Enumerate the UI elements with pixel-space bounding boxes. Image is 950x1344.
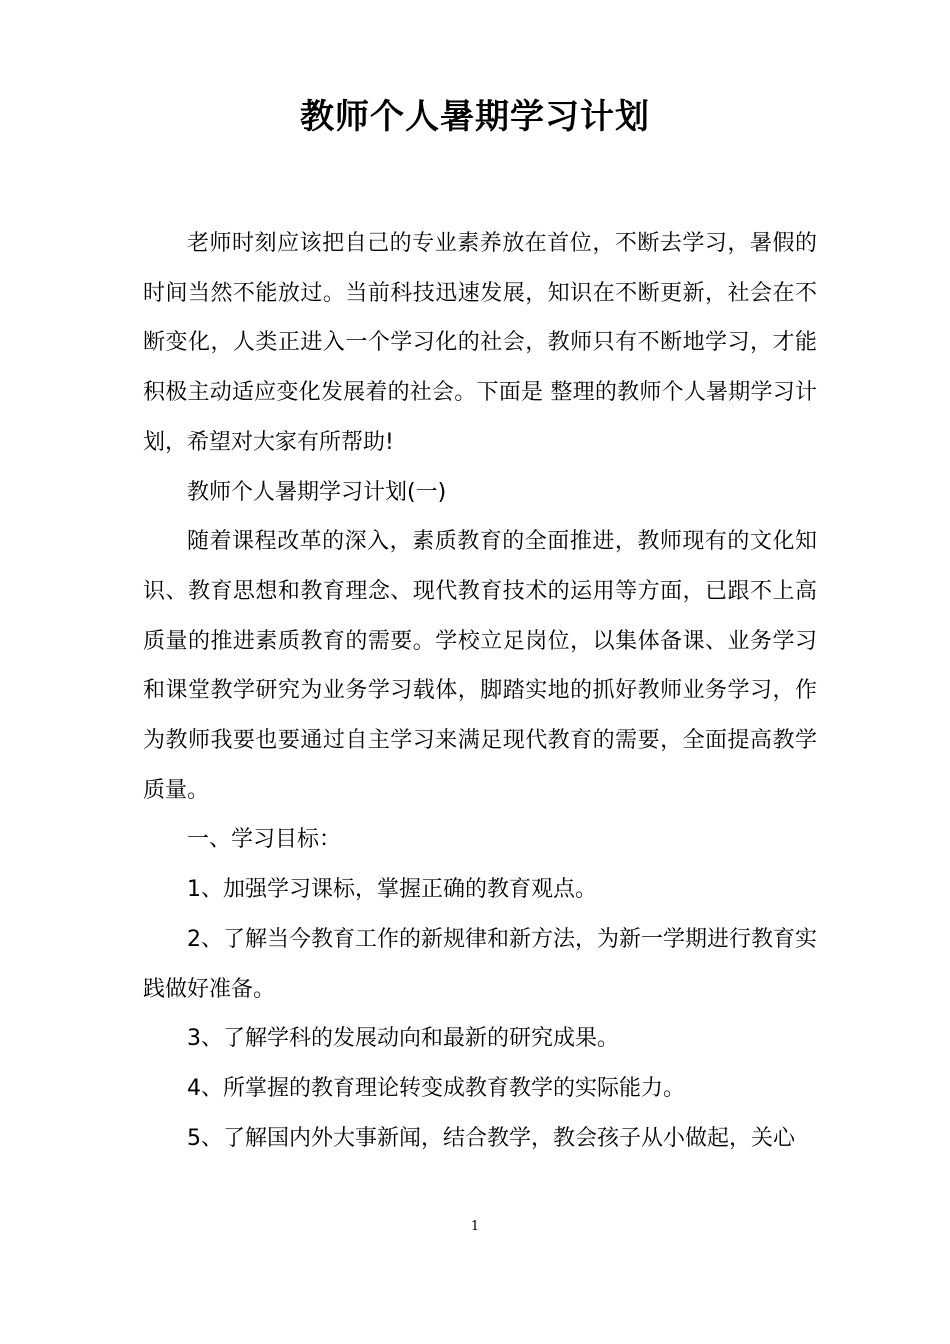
goal-item-2: 2、了解当今教育工作的新规律和新方法，为新一学期进行教育实践做好准备。 — [143, 926, 817, 1002]
document-body — [143, 219, 817, 1163]
section-heading-plan-one: 教师个人暑期学习计划(一) — [187, 479, 447, 505]
goal-item-5: 5、了解国内外大事新闻，结合教学，教会孩子从小做起，关心 — [187, 1125, 795, 1151]
goal-item-3: 3、了解学科的发展动向和最新的研究成果。 — [187, 1026, 619, 1052]
document-title: 教师个人暑期学习计划 — [300, 97, 650, 137]
goal-item-4: 4、所掌握的教育理论转变成教育教学的实际能力。 — [187, 1075, 685, 1101]
background-paragraph: 随着课程改革的深入，素质教育的全面推进，教师现有的文化知识、教育思想和教育理念、现代教育技术的运用等方面，已跟不上高质量的推进素质教育的需要。学校立足岗位，以集体备课、业务学习和课堂教学研究为业务学习载体，脚踏实地的抓好教师业务学习，作为教师我要也要通过自主学习来满足现代教育的需要，全面提高教学质量。 — [143, 529, 817, 803]
page-number: 1 — [470, 1219, 480, 1234]
goal-item-1: 1、加强学习课标，掌握正确的教育观点。 — [187, 877, 597, 903]
intro-paragraph: 老师时刻应该把自己的专业素养放在首位，不断去学习，暑假的时间当然不能放过。当前科技迅速发展，知识在不断更新，社会在不断变化，人类正进入一个学习化的社会，教师只有不断地学习，才能积极主动适应变化发展着的社会。下面是 整理的教师个人暑期学习计划，希望对大家有所帮助! — [143, 231, 817, 455]
section-heading-goals: 一、学习目标： — [187, 827, 342, 853]
